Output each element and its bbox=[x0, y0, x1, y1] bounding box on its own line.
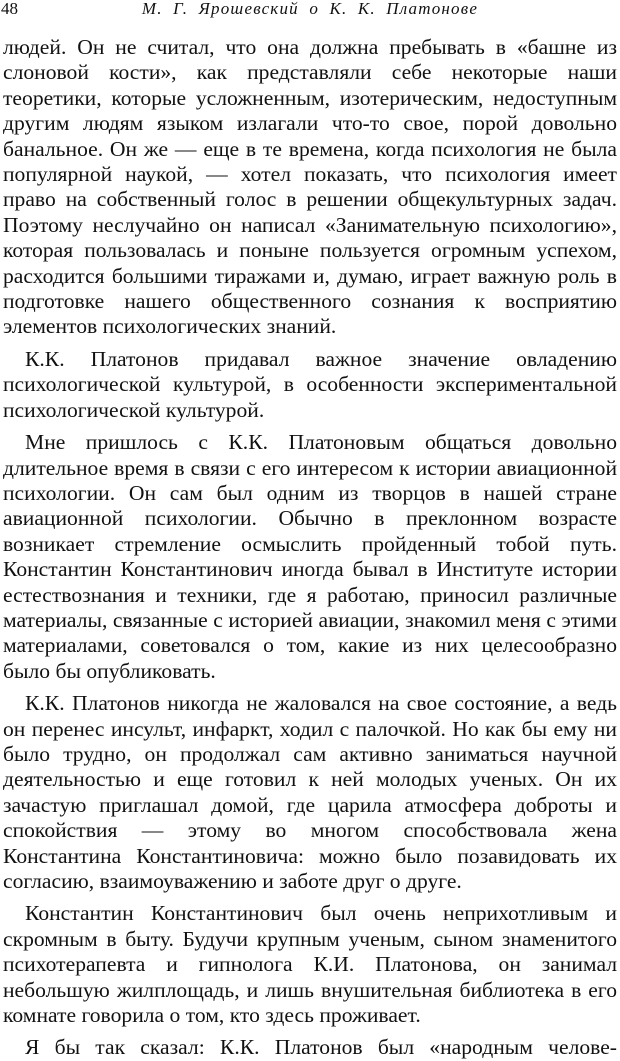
paragraph: К.К. Платонов придавал важное значение овладению психологической культурой, в особенности экспериментальной психологической культурой. bbox=[3, 346, 617, 422]
paragraph: Константин Константинович был очень неприхотливым и скромным в быту. Будучи крупным ученым, сыном знаменитого психотерапевта и гипнолога К.И. Платонова, он занимал небольшую жилплощадь, и лишь внушительная библиотека в его комнате говорила о том, кто здесь проживает. bbox=[3, 901, 617, 1028]
paragraph: К.К. Платонов никогда не жаловался на свое состояние, а ведь он перенес инсульт, инфаркт, ходил с палочкой. Но как бы ему ни было трудно, он продолжал сам активно заниматься научной деятельностью и еще готовил к ней молодых ученых. Он их зачастую приглашал домой, где царила атмосфера доброты и спокойствия — этому во многом способствовала жена Константина Константиновича: можно было позавидовать их согласию, взаимоуважению и заботе друг о друге. bbox=[3, 691, 617, 893]
page-header bbox=[0, 0, 620, 22]
body-text bbox=[3, 35, 617, 1061]
running-title: М. Г. Ярошевский о К. К. Платонове bbox=[141, 0, 479, 18]
paragraph-cutoff: Я бы так сказал: К.К. Платонов был «народным челове- bbox=[25, 1035, 617, 1060]
paragraph: Мне пришлось с К.К. Платоновым общаться довольно длительное время в связи с его интересом к истории авиационной психологии. Он сам был одним из творцов в нашей стране авиационной психологии. Обычно в преклонном возрасте возникает стремление осмыслить пройденный тобой путь. Константин Константинович иногда бывал в Институте истории естествознания и техники, где я работаю, приносил различные материалы, связанные с историей авиации, знакомил меня с этими материалами, советовался о том, какие из них целесообразно было бы опубликовать. bbox=[3, 430, 617, 683]
paragraph-continuation: людей. Он не считал, что она должна пребывать в «башне из слоновой кости», как представляли себе некоторые наши теоретики, которые усложненным, изотерическим, недоступным другим людям языком излагали что-то свое, порой довольно банальное. Он же — еще в те времена, когда психология не была популярной наукой, — хотел показать, что психология имеет право на собственный голос в решении общекультурных задач. Поэтому неслучайно он написал «Занимательную психологию», которая пользовалась и поныне пользуется огромным успехом, расходится большими тиражами и, думаю, играет важную роль в подготовке нашего общественного сознания к восприятию элементов психологических знаний. bbox=[3, 35, 617, 339]
page-number: 48 bbox=[1, 0, 18, 18]
